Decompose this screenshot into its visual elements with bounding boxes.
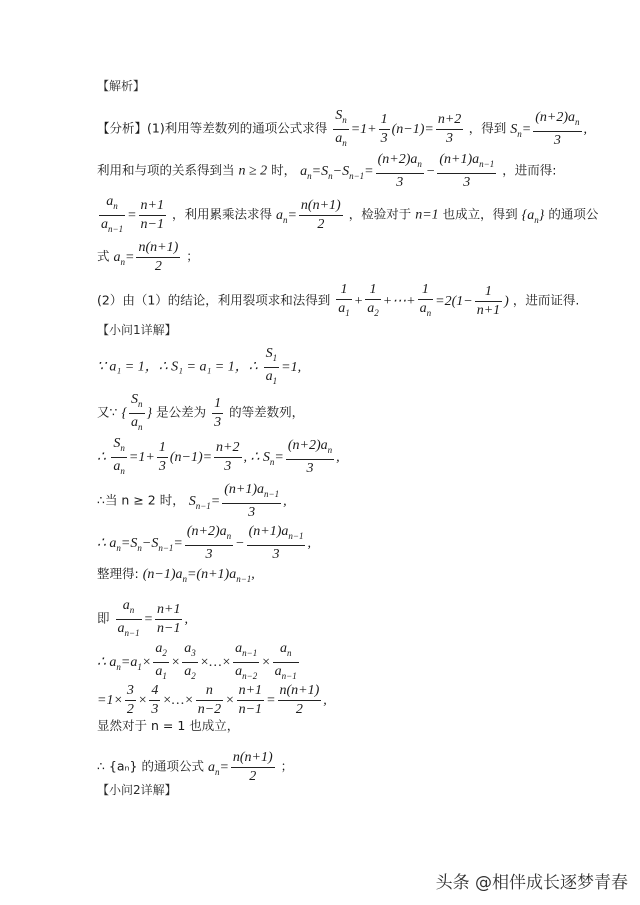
analysis-text: 利用和与项的关系得到当 [97,162,235,178]
formula: $\{a_n\}$ [521,207,545,225]
formula: $a_n=$ $\frac{n(n+1)}{2}$ [275,198,341,232]
formula: $\frac{1}{3}$ [214,396,222,430]
q1-line-2 [97,392,304,435]
q1-line-8 [97,641,301,684]
analysis-text: 时， [271,162,297,178]
formula: ∴ $a_n=a_1\times$ $\frac{a_2}{a_1}$ × $\frac{a_3}{a_2}$ ×…× $\frac{a_{n-1}}{a_{n-2}}$ × $\frac{a_n}{a_{n-1}}$ [97,641,297,681]
q1-heading: 【小问1详解】 [97,323,177,337]
q1-text: 又∵ [97,404,118,420]
q1-line-4 [97,482,287,521]
analysis-line-4 [97,240,199,275]
q1-text: 的等差数列， [229,404,305,420]
q1-text: ∴当 n ≥ 2 时， [97,492,185,508]
analysis-text: ； [186,248,199,264]
analysis-text: (2）由（1）的结论，利用裂项求和法得到 [97,292,331,308]
q1-text: 显然对于 n = 1 也成立， [97,718,240,733]
formula: $(n-1)a_n=(n+1)a_{n-1}$, [142,567,255,584]
formula: $\frac{S_1}{a_1}$ =1, [265,346,302,386]
q1-line-5 [97,524,311,563]
formula: n=1 [415,207,439,223]
formula: $\frac{a_n}{a_{n-1}}$ = $\frac{n+1}{n-1}$ , [117,598,188,638]
q1-line-9 [97,683,327,718]
analysis-text: ，利用累乘法求得 [171,206,272,222]
analysis-line-3 [97,194,598,237]
formula: { $\frac{S_n}{a_n}$ } [121,392,153,432]
analysis-text: 【分析】(1)利用等差数列的通项公式求得 [97,120,328,136]
q1-text: 即 [97,610,110,626]
formula: $a_n=S_n-S_{n-1}=$ $\frac{(n+2)a_n}{3}$ − $\frac{(n+1)a_{n-1}}{3}$ [300,152,495,190]
formula: ∵ a₁ = 1，∴ S₁ = a₁ = 1，∴ [97,359,258,375]
q1-line-6 [97,566,255,587]
analysis-text: ，得到 [468,120,507,136]
formula: $S_{n-1}=$ $\frac{(n+1)a_{n-1}}{3}$ , [188,482,287,520]
analysis-line-5 [97,282,579,321]
formula: ∴ $a_n=S_n-S_{n-1}=$ $\frac{(n+2)a_n}{3}$ − $\frac{(n+1)a_{n-1}}{3}$ , [97,524,311,562]
q1-text: ∴ {aₙ} 的通项公式 [97,758,204,774]
formula: =1× $\frac{3}{2}$ × $\frac{4}{3}$ ×…× $\frac{n}{n-2}$ × $\frac{n+1}{n-1}$ = $\frac{n(n+1)}{2}$ , [97,683,327,717]
q1-text: ； [280,758,294,774]
q1-line-3 [97,436,340,479]
analysis-heading: 【解析】 [97,79,146,93]
analysis-text: ，进而得: [502,162,557,178]
q2-heading: 【小问2详解】 [97,783,177,797]
q1-line-1 [97,346,301,389]
formula: $\frac{a_n}{a_{n-1}}$ = $\frac{n+1}{n-1}$ [101,194,164,234]
q1-text: 整理得: [97,566,139,581]
q1-line-11 [97,750,293,785]
formula: $a_n=$ $\frac{n(n+1)}{2}$ [207,750,273,784]
q1-line-7 [97,598,188,641]
watermark-text: 头条 @相伴成长逐梦青春 [435,873,628,893]
analysis-line-1 [97,108,587,151]
formula: ∴ $\frac{S_n}{a_n}$ =1+ $\frac{1}{3}$ (n−1)= $\frac{n+2}{3}$ , ∴ $S_n=$ $\frac{(n+2)a_n}{3}$ , [97,436,340,476]
formula: $\frac{1}{a_1}$ + $\frac{1}{a_2}$ +⋯+ $\frac{1}{a_n}$ =2(1− $\frac{1}{n+1}$ ) [338,282,509,318]
analysis-text: 式 [97,248,110,264]
analysis-text: ，进而证得. [512,292,580,308]
q1-text: 是公差为 [156,404,207,420]
analysis-line-2 [97,152,556,191]
formula: $a_n=$ $\frac{n(n+1)}{2}$ [113,240,179,274]
analysis-text: 的通项公 [548,206,599,222]
q1-line-10 [97,718,239,734]
analysis-text: ，检验对于 [348,206,412,222]
analysis-text: 也成立，得到 [442,206,518,222]
formula: $\frac{S_n}{a_n}$ =1+ $\frac{1}{3}$ (n−1)= $\frac{n+2}{3}$ [335,108,462,148]
formula: $S_n=$ $\frac{(n+2)a_n}{3}$ , [510,110,588,148]
formula: n ≥ 2 [238,163,268,179]
